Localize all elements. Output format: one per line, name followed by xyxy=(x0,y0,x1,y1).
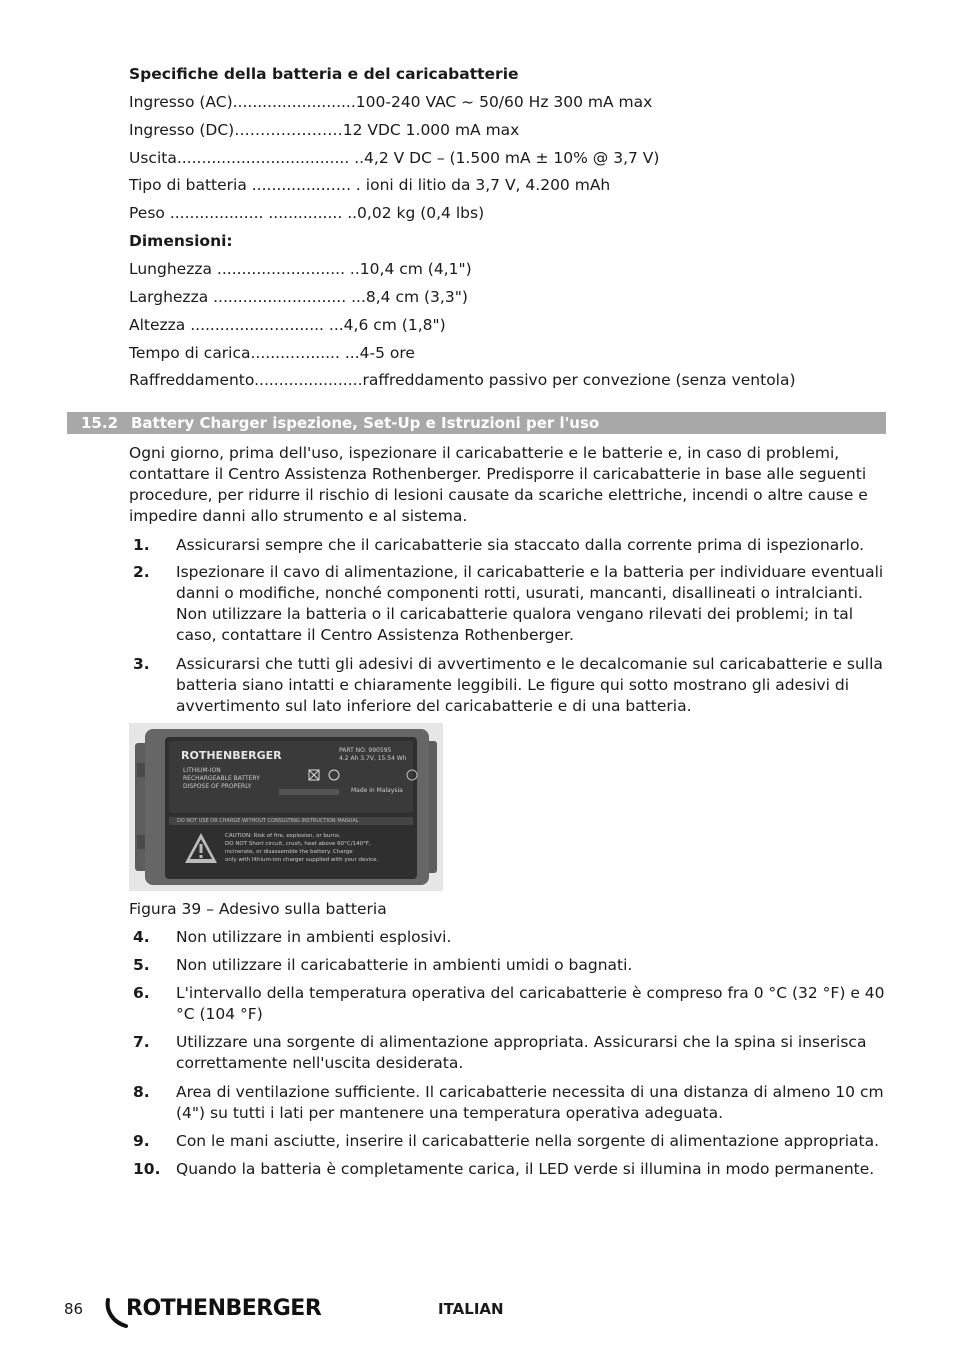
list-item-text: Assicurarsi sempre che il caricabatterie sia staccato dalla corrente prima di ispezionarlo. xyxy=(176,536,865,554)
dim-row: Tempo di carica........…....... ...4-5 ore xyxy=(129,344,415,362)
section-title: Battery Charger ispezione, Set-Up e Istruzioni per l'uso xyxy=(131,414,600,432)
spec-row: Tipo di batteria ................…. . ioni di litio da 3,7 V, 4.200 mAh xyxy=(129,176,611,194)
footer-logo xyxy=(104,1296,354,1330)
list-item-text: Non utilizzare il caricabatterie in ambienti umidi o bagnati. xyxy=(176,956,633,974)
spec-row: Ingresso (AC).........................100-240 VAC ~ 50/60 Hz 300 mA max xyxy=(129,93,653,111)
list-item-text: Con le mani asciutte, inserire il caricabatterie nella sorgente di alimentazione appropriata. xyxy=(176,1132,880,1150)
list-item-text: Non utilizzare in ambienti esplosivi. xyxy=(176,928,452,946)
spec-row: Ingresso (DC)…………………12 VDC 1.000 mA max xyxy=(129,121,520,139)
battery-photo xyxy=(129,723,443,891)
figure-caption: Figura 39 – Adesivo sulla batteria xyxy=(129,900,387,918)
intro-paragraph: Ogni giorno, prima dell'uso, ispezionare il caricabatterie e le batterie e, in caso di problemi, contattare il Centro Assistenza Rothenberger. Predisporre il caricabatterie in base alle seguenti procedure, per ridurre il rischio di lesioni causate da scariche elettriche, incendi o altre cause e impedire danni allo strumento e al sistema. xyxy=(129,444,868,525)
list-item-number: 7. xyxy=(133,1033,150,1051)
list-item-number: 9. xyxy=(133,1132,150,1150)
battery-text: RECHARGEABLE BATTERY xyxy=(183,775,260,782)
battery-caution: DO NOT Short circuit, crush, heat above 60°C/140°F, xyxy=(225,841,371,847)
dim-row: Raffreddamento......................raffreddamento passivo per convezione (senza ventola) xyxy=(129,371,796,389)
list-item-number: 4. xyxy=(133,928,150,946)
section-number: 15.2 xyxy=(81,414,119,432)
list-item-number: 8. xyxy=(133,1083,150,1101)
battery-text: DISPOSE OF PROPERLY xyxy=(183,783,252,790)
list-item-text: Assicurarsi che tutti gli adesivi di avvertimento e le decalcomanie sul caricabatterie e sulla batteria siano intatti e chiaramente leggibili. Le figure qui sotto mostrano gli adesivi di avvertimento sul lato inferiore del caricabatterie e di una batteria. xyxy=(176,655,883,715)
battery-text: LITHIUM-ION xyxy=(183,767,221,774)
specs-heading: Specifiche della batteria e del caricabatterie xyxy=(129,65,519,83)
battery-caution: CAUTION: Risk of fire, explosion, or burns. xyxy=(225,833,341,839)
footer-language: ITALIAN xyxy=(438,1300,504,1318)
dim-row: Altezza ................…........ ...4,6 cm (1,8") xyxy=(129,316,446,334)
battery-caution: only with lithium-ion charger supplied with your device. xyxy=(225,857,379,863)
spec-row: Uscita................................... ..4,2 V DC – (1.500 mA ± 10% @ 3,7 V) xyxy=(129,149,660,167)
dim-row: Lunghezza .......................... ..10,4 cm (4,1") xyxy=(129,260,472,278)
dimensions-heading: Dimensioni: xyxy=(129,232,233,250)
battery-made-in: Made in Malaysia xyxy=(351,787,403,794)
list-item-number: 1. xyxy=(133,536,150,554)
battery-rating: 4.2 Ah 3.7V, 15.54 Wh xyxy=(339,755,407,762)
list-item-text: Utilizzare una sorgente di alimentazione appropriata. Assicurarsi che la spina si inserisca correttamente nell'uscita desiderata. xyxy=(176,1033,867,1072)
dim-row: Larghezza ........................... ...8,4 cm (3,3") xyxy=(129,288,468,306)
list-item-number: 6. xyxy=(133,984,150,1002)
list-item-number: 2. xyxy=(133,563,150,581)
list-item-number: 3. xyxy=(133,655,150,673)
battery-brand: ROTHENBERGER xyxy=(181,749,282,762)
list-item-number: 5. xyxy=(133,956,150,974)
battery-caution: incinerate, or disassemble the battery. Charge xyxy=(225,849,353,855)
list-item-text: L'intervallo della temperatura operativa del caricabatterie è compreso fra 0 °C (32 °F) e 40 °C (104 °F) xyxy=(176,984,885,1023)
list-item-number: 10. xyxy=(133,1160,161,1178)
battery-part-number: PART NO. 990595 xyxy=(339,747,392,754)
battery-warning-bar: DO NOT USE OR CHARGE WITHOUT CONSULTING INSTRUCTION MANUAL xyxy=(177,818,359,824)
list-item-text: Area di ventilazione sufficiente. Il caricabatterie necessita di una distanza di almeno 10 cm (4") su tutti i lati per mantenere una temperatura operativa adeguata. xyxy=(176,1083,884,1122)
spec-row: Peso ................... ............... ..0,02 kg (0,4 lbs) xyxy=(129,204,485,222)
list-item-text: Quando la batteria è completamente carica, il LED verde si illumina in modo permanente. xyxy=(176,1160,875,1178)
footer-brand: ROTHENBERGER xyxy=(126,1296,322,1321)
page-number: 86 xyxy=(64,1300,84,1318)
section-header xyxy=(67,412,886,434)
list-item-text: Ispezionare il cavo di alimentazione, il caricabatterie e la batteria per individuare eventuali danni o modifiche, nonché componenti rotti, usurati, mancanti, disallineati o intralcianti. Non utilizzare la batteria o il caricabatterie qualora vengano rilevati dei problemi; in tal caso, contattare il Centro Assistenza Rothenberger. xyxy=(176,563,884,644)
